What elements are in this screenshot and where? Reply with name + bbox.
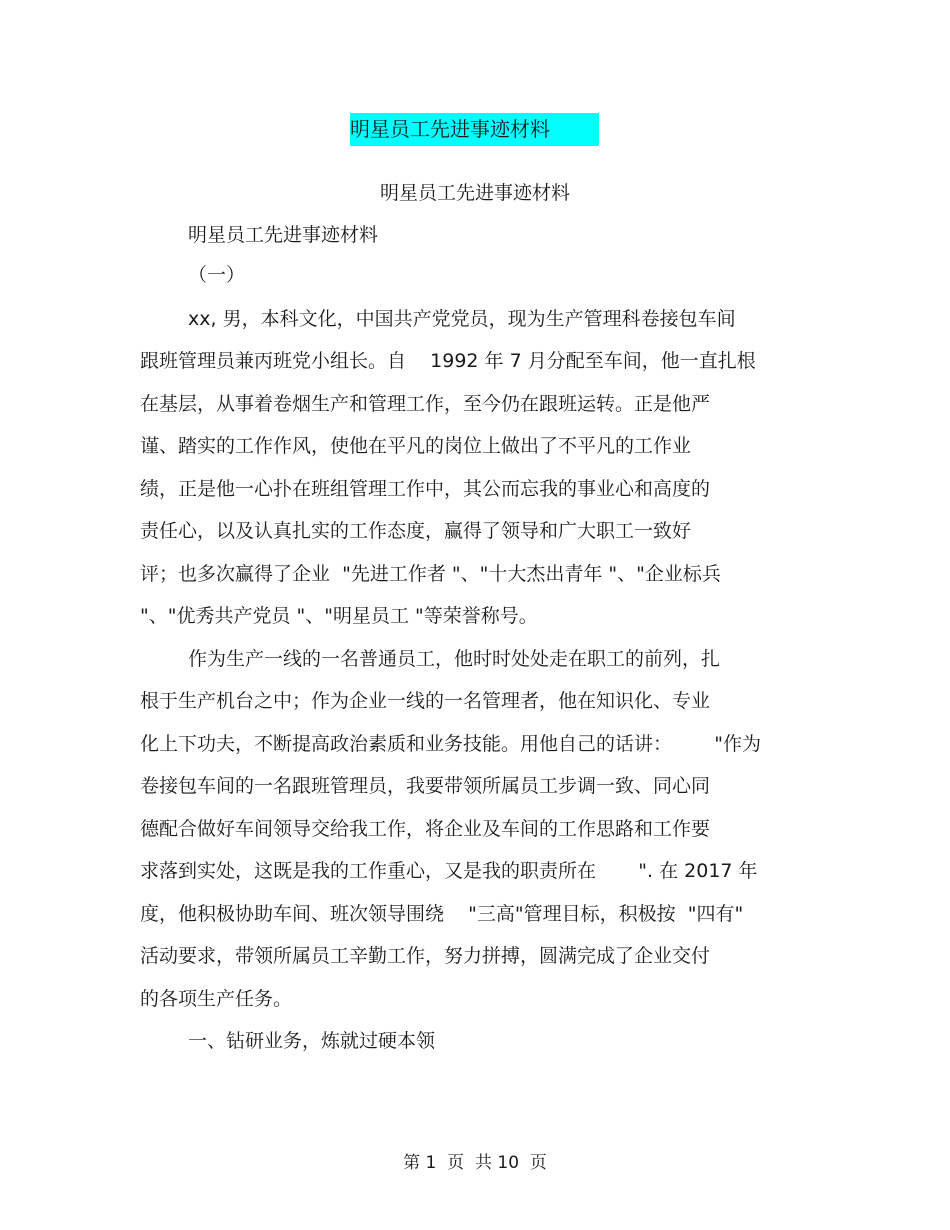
paragraph-line: 跟班管理员兼丙班党小组长。自 1992 年 7 月分配至车间，他一直扎根	[140, 350, 756, 372]
paragraph-line: "、"优秀共产党员 "、"明星员工 "等荣誉称号。	[140, 605, 538, 627]
paragraph-line: 绩，正是他一心扑在班组管理工作中，其公而忘我的事业心和高度的	[140, 478, 711, 500]
paragraph-line: 活动要求，带领所属员工辛勤工作，努力拼搏，圆满完成了企业交付	[140, 945, 711, 967]
paragraph-line: 根于生产机台之中；作为企业一线的一名管理者，他在知识化、专业	[140, 690, 711, 712]
section-number: （一）	[188, 264, 246, 286]
paragraph-line: 在基层，从事着卷烟生产和管理工作，至今仍在跟班运转。正是他严	[140, 393, 711, 415]
section-heading: 一、钻研业务，炼就过硬本领	[188, 1030, 436, 1052]
paragraph-line: xx, 男，本科文化，中国共产党党员，现为生产管理科卷接包车间	[188, 308, 736, 330]
paragraph-line: 作为生产一线的一名普通员工，他时时处处走在职工的前列，扎	[188, 648, 721, 670]
paragraph-line: 评；也多次赢得了企业 "先进工作者 "、"十大杰出青年 "、"企业标兵	[140, 563, 721, 585]
document-subtitle: 明星员工先进事迹材料	[379, 182, 570, 204]
paragraph-line: 卷接包车间的一名跟班管理员，我要带领所属员工步调一致、同心同	[140, 775, 711, 797]
paragraph-line: 度，他积极协助车间、班次领导围绕 "三高"管理目标，积极按 "四有"	[140, 903, 744, 925]
paragraph-line: 德配合做好车间领导交给我工作，将企业及车间的工作思路和工作要	[140, 818, 711, 840]
paragraph-line: 的各项生产任务。	[140, 988, 293, 1010]
document-title-banner: 明星员工先进事迹材料	[350, 113, 599, 146]
paragraph-line: 责任心，以及认真扎实的工作态度，赢得了领导和广大职工一致好	[140, 520, 692, 542]
heading-line: 明星员工先进事迹材料	[188, 224, 379, 246]
paragraph-line: 求落到实处，这既是我的工作重心，又是我的职责所在 ". 在 2017 年	[140, 860, 758, 882]
paragraph-line: 化上下功夫，不断提高政治素质和业务技能。用他自己的话讲： "作为	[140, 733, 762, 755]
paragraph-line: 谨、踏实的工作作风，使他在平凡的岗位上做出了不平凡的工作业	[140, 435, 692, 457]
page-footer: 第 1 页 共 10 页	[403, 1153, 547, 1173]
